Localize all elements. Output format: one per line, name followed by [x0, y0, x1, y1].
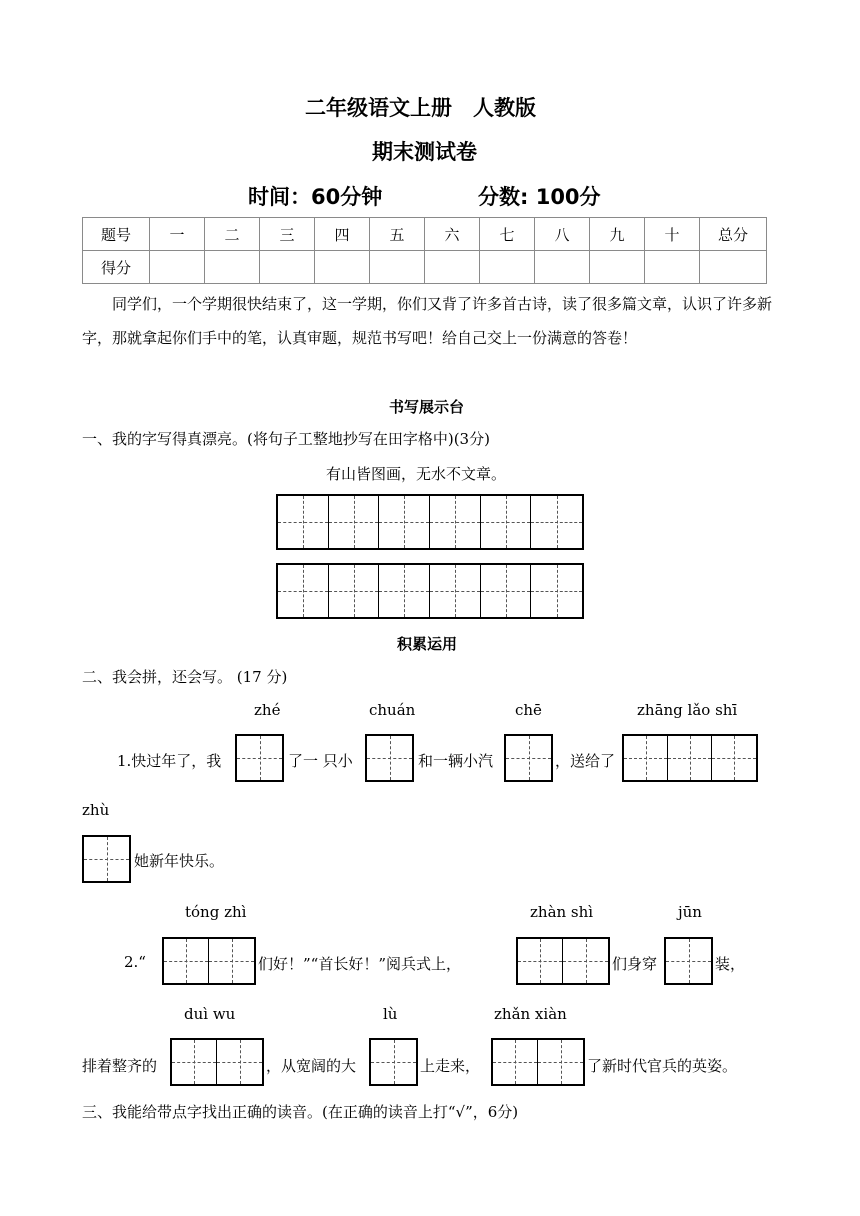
table-row: [83, 218, 767, 251]
sentence-text: 她新年快乐。: [134, 852, 225, 870]
sentence-text: 排着整齐的: [82, 1057, 158, 1075]
score-input-cell[interactable]: [370, 251, 425, 284]
pinyin: chē: [515, 701, 542, 719]
pinyin: chuán: [369, 701, 416, 719]
pinyin: tóng zhì: [185, 903, 247, 921]
table-cell: 十: [645, 218, 700, 251]
score-input-cell[interactable]: [645, 251, 700, 284]
sentence-text: 们好！”“首长好！”阅兵式上，: [258, 955, 462, 973]
sentence-text: 和一辆小汽: [418, 752, 494, 770]
answer-box[interactable]: [235, 734, 284, 782]
section-heading-accumulation: 积累运用: [397, 635, 458, 653]
page-title: 二年级语文上册 人教版: [305, 96, 536, 120]
sentence-text: 装，: [715, 955, 746, 973]
intro-paragraph: 同学们，一个学期很快结束了，这一学期，你们又背了许多首古诗，读了很多篇文章，认识了许多新字，那就拿起你们手中的笔，认真审题，规范书写吧！给自己交上一份满意的答卷！: [82, 295, 773, 347]
answer-box[interactable]: [664, 937, 713, 985]
sentence-text: 了新时代官兵的英姿。: [587, 1057, 738, 1075]
pinyin: zhù: [82, 801, 110, 819]
score-input-cell[interactable]: [205, 251, 260, 284]
score-input-cell[interactable]: [700, 251, 767, 284]
answer-box[interactable]: [162, 937, 256, 985]
score-input-cell[interactable]: [260, 251, 315, 284]
table-cell: 四: [315, 218, 370, 251]
score-input-cell[interactable]: [535, 251, 590, 284]
score-table: [82, 217, 767, 284]
table-cell: 五: [370, 218, 425, 251]
pinyin: zhǎn xiàn: [494, 1005, 567, 1023]
pinyin: zhāng lǎo shī: [637, 701, 738, 719]
exam-subtitle: 期末测试卷: [372, 140, 477, 164]
table-cell: 三: [260, 218, 315, 251]
tianzige-row-1[interactable]: [276, 494, 584, 550]
answer-box[interactable]: [170, 1038, 264, 1086]
section-heading-writing: 书写展示台: [389, 398, 465, 416]
answer-box[interactable]: [82, 835, 131, 883]
score-input-cell[interactable]: [150, 251, 205, 284]
sentence-text: 上走来，: [420, 1057, 481, 1075]
table-cell: 六: [425, 218, 480, 251]
pinyin: zhàn shì: [530, 903, 594, 921]
sentence-text: ，送给了: [555, 752, 616, 770]
pinyin: jūn: [678, 903, 702, 921]
answer-box[interactable]: [504, 734, 553, 782]
answer-box[interactable]: [369, 1038, 418, 1086]
pinyin: lù: [383, 1005, 398, 1023]
score-input-cell[interactable]: [315, 251, 370, 284]
table-cell: 九: [590, 218, 645, 251]
score-input-cell[interactable]: [425, 251, 480, 284]
question-2: 二、我会拼，还会写。 (17 分): [82, 668, 288, 686]
question-1: 一、我的字写得真漂亮。(将句子工整地抄写在田字格中)(3分): [82, 430, 490, 448]
sentence-text: 了一 只小: [288, 752, 353, 770]
table-cell: 总分: [700, 218, 767, 251]
question-3: 三、我能给带点字找出正确的读音。(在正确的读音上打“√”，6分): [82, 1103, 519, 1121]
tianzige-row-2[interactable]: [276, 563, 584, 619]
sentence-text: 2.“: [124, 953, 146, 971]
pinyin: duì wu: [184, 1005, 236, 1023]
exam-score: 分数: 100分: [478, 185, 601, 209]
answer-box[interactable]: [622, 734, 758, 782]
table-cell: 得分: [83, 251, 150, 284]
score-input-cell[interactable]: [590, 251, 645, 284]
table-row: [83, 251, 767, 284]
table-cell: 二: [205, 218, 260, 251]
sentence-text: 1.快过年了，我: [117, 752, 222, 770]
answer-box[interactable]: [365, 734, 414, 782]
table-cell: 七: [480, 218, 535, 251]
exam-time: 时间：60分钟: [248, 185, 383, 209]
pinyin: zhé: [254, 701, 281, 719]
sentence-text: 们身穿: [612, 955, 658, 973]
score-input-cell[interactable]: [480, 251, 535, 284]
sentence-text: ，从宽阔的大: [266, 1057, 357, 1075]
table-cell: 一: [150, 218, 205, 251]
copy-sentence: 有山皆图画，无水不文章。: [326, 465, 507, 483]
table-cell: 八: [535, 218, 590, 251]
answer-box[interactable]: [516, 937, 610, 985]
answer-box[interactable]: [491, 1038, 585, 1086]
table-cell: 题号: [83, 218, 150, 251]
